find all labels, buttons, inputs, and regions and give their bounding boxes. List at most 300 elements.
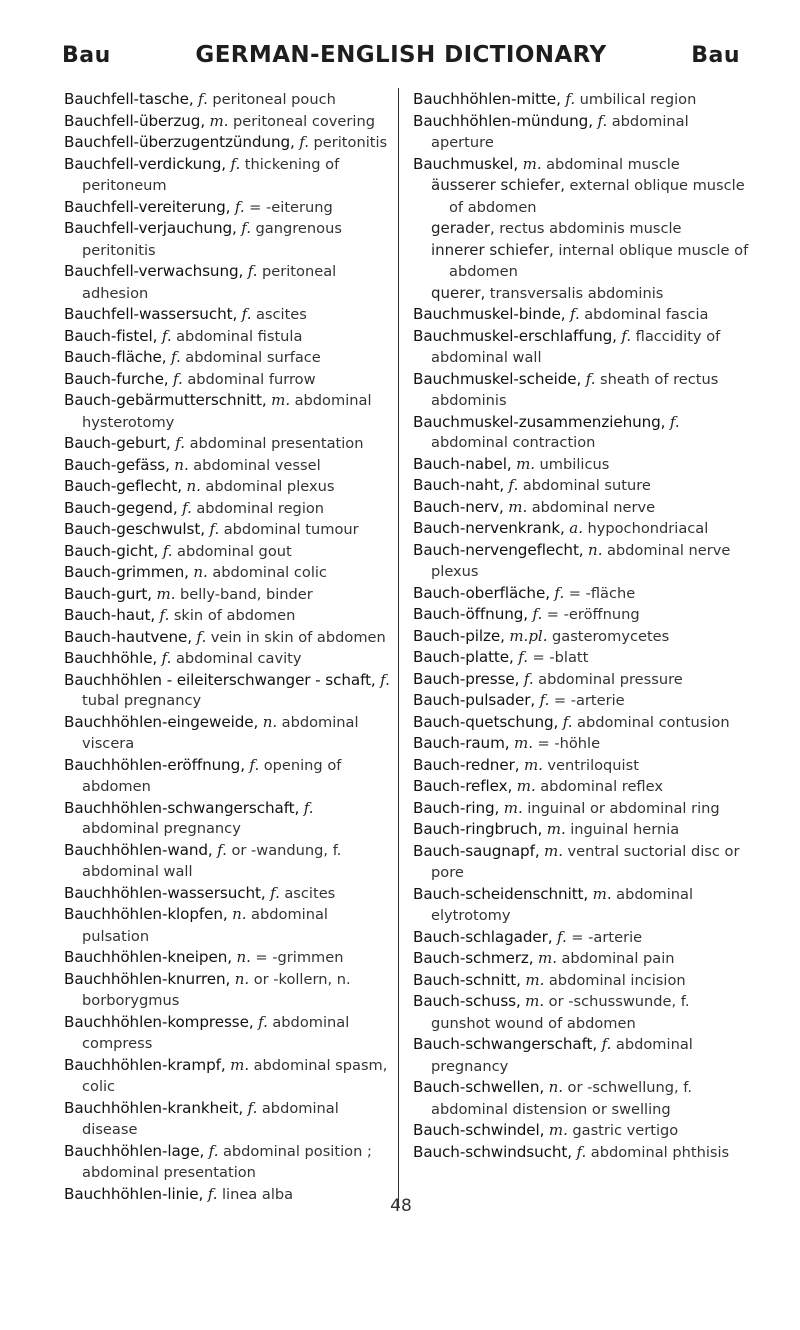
entry-headword: Bauch-nervengeflecht, <box>413 540 584 559</box>
entry-translation: = -eröffnung <box>546 606 640 623</box>
dictionary-entry <box>413 518 749 540</box>
entry-translation: abdominal spasm, colic <box>82 1056 388 1095</box>
entry-grammar: f. <box>532 605 543 623</box>
entry-translation: abdominal nerve <box>531 498 656 516</box>
dictionary-entry <box>413 1120 749 1142</box>
dictionary-entry <box>413 884 749 927</box>
entry-translation: opening of abdomen <box>82 756 342 795</box>
dictionary-entry <box>64 584 394 606</box>
dictionary-entry <box>413 326 749 369</box>
dictionary-entry <box>64 562 394 584</box>
dictionary-entry <box>413 540 749 583</box>
entry-translation: peritoneal covering <box>233 112 375 130</box>
entry-headword: Bauch-schlagader, <box>413 927 553 946</box>
entry-headword: Bauchhöhlen-eingeweide, <box>64 712 259 731</box>
dictionary-entry <box>64 326 394 348</box>
entry-translation: abdominal colic <box>212 564 327 581</box>
entry-grammar: f. <box>557 927 567 946</box>
subentry-headword: querer, <box>431 283 486 302</box>
entry-headword: Bauchfell-überzug, <box>64 111 206 130</box>
entry-translation: abdominal surface <box>185 349 321 366</box>
entry-translation: abdominal elytrotomy <box>431 885 694 924</box>
entry-grammar: f. <box>247 262 258 280</box>
entry-grammar: m. <box>523 755 543 774</box>
entry-headword: Bauch-oberfläche, <box>413 583 550 602</box>
entry-grammar: f. <box>182 498 192 517</box>
entry-headword: Bauch-furche, <box>64 369 169 388</box>
entry-translation: umbilicus <box>539 455 610 473</box>
entry-grammar: f. <box>230 154 241 173</box>
dictionary-entry <box>413 733 749 755</box>
entry-translation: abdominal pregnancy <box>431 1036 693 1075</box>
entry-translation: = -blatt <box>532 649 589 666</box>
entry-grammar: n. <box>193 563 208 581</box>
entry-headword: Bauchhöhlen-krampf, <box>64 1055 226 1074</box>
entry-grammar: f. <box>518 648 529 666</box>
dictionary-entry <box>64 369 394 391</box>
entry-grammar: f. <box>175 434 186 452</box>
dictionary-entry <box>64 154 394 197</box>
entry-grammar: f. <box>270 883 280 902</box>
entry-grammar: f. <box>601 1035 612 1053</box>
dictionary-entry <box>64 433 394 455</box>
entry-translation: = -höhle <box>537 735 601 752</box>
entry-headword: Bauchfell-wassersucht, <box>64 305 238 323</box>
entry-headword: Bauch-raum, <box>413 734 510 752</box>
dictionary-entry <box>64 390 394 433</box>
entry-headword: Bauch-ringbruch, <box>413 820 543 838</box>
dictionary-entry <box>413 948 749 970</box>
entry-headword: Bauch-ring, <box>413 798 500 817</box>
dictionary-entry <box>64 519 394 541</box>
entry-headword: Bauchfell-tasche, <box>64 90 194 108</box>
entry-translation: = -grimmen <box>255 949 344 966</box>
subentry-translation: internal oblique muscle of abdomen <box>449 241 749 280</box>
entry-grammar: f. <box>523 669 534 688</box>
dictionary-entry <box>64 1184 394 1206</box>
entry-grammar: m. <box>209 111 229 130</box>
entry-grammar: f. <box>159 606 170 624</box>
dictionary-entry <box>413 454 749 476</box>
entry-grammar: f. <box>576 1142 587 1161</box>
entry-translation: peritonitis <box>313 134 388 151</box>
entry-translation: abdominal tumour <box>223 521 359 538</box>
entry-headword: Bauch-nervenkrank, <box>413 519 565 537</box>
entry-headword: Bauch-quetschung, <box>413 712 559 731</box>
entry-grammar: f. <box>539 691 550 709</box>
dictionary-entry <box>64 89 394 111</box>
entry-grammar: a. <box>569 519 583 537</box>
dictionary-entry <box>413 497 749 519</box>
entry-grammar: m. <box>156 584 176 603</box>
entry-grammar: n. <box>262 712 278 731</box>
entry-headword: Bauch-fistel, <box>64 326 158 345</box>
entry-translation: abdominal viscera <box>82 713 359 752</box>
entry-translation: sheath of rectus abdominis <box>431 370 719 409</box>
entry-headword: Bauch-saugnapf, <box>413 841 540 860</box>
entry-translation: abdominal nerve plexus <box>431 541 731 580</box>
dictionary-entry <box>413 475 749 497</box>
header-left-guide-word: Bau <box>62 43 111 68</box>
dictionary-entry <box>64 218 394 261</box>
entry-grammar: m. <box>525 970 545 989</box>
entry-grammar: m. <box>516 454 536 473</box>
entry-grammar: f. <box>173 369 183 388</box>
entry-headword: Bauchhöhlen-lage, <box>64 1141 205 1160</box>
dictionary-entry <box>64 347 394 369</box>
entry-headword: Bauchmuskel, <box>413 154 519 173</box>
dictionary-entry <box>413 1034 749 1077</box>
dictionary-entry <box>413 970 749 992</box>
left-column <box>64 89 394 1205</box>
entry-translation: abdominal presentation <box>189 435 364 452</box>
dictionary-entry <box>64 304 394 326</box>
entry-translation: or -schwellung, f. abdominal distension or swelling <box>431 1079 693 1118</box>
entry-headword: Bauch-schmerz, <box>413 949 534 967</box>
dictionary-entry <box>64 840 394 883</box>
entry-grammar: n. <box>236 948 251 966</box>
entry-translation: gangrenous peritonitis <box>82 220 342 259</box>
entry-grammar: f. <box>508 476 519 494</box>
entry-grammar: n. <box>174 455 189 474</box>
entry-grammar: m. <box>544 841 564 860</box>
entry-headword: Bauchhöhlen-klopfen, <box>64 905 228 923</box>
entry-translation: abdominal vessel <box>193 456 321 474</box>
entry-translation: = -arterie <box>571 928 643 946</box>
entry-translation: ventral suctorial disc or pore <box>431 842 740 881</box>
entry-headword: Bauch-schnitt, <box>413 970 521 989</box>
entry-translation: abdominal pain <box>561 950 675 967</box>
subentry-headword: äusserer schiefer, <box>431 176 565 194</box>
entry-grammar: f. <box>249 755 260 774</box>
entry-headword: Bauch-pilze, <box>413 626 505 645</box>
entry-grammar: f. <box>621 326 632 345</box>
dictionary-entry <box>64 1141 394 1184</box>
dictionary-entry <box>413 991 749 1034</box>
entry-headword: Bauchhöhlen-linie, <box>64 1184 204 1203</box>
dictionary-entry <box>413 583 749 605</box>
entry-translation: or -kollern, n. borborygmus <box>82 970 351 1009</box>
dictionary-subentry <box>413 240 749 283</box>
entry-headword: Bauch-schwindel, <box>413 1121 545 1139</box>
dictionary-entry <box>64 883 394 905</box>
entry-headword: Bauchhöhle, <box>64 649 158 667</box>
entry-translation: ascites <box>284 884 336 902</box>
dictionary-entry <box>413 841 749 884</box>
entry-grammar: f. <box>299 133 310 151</box>
entry-grammar: f. <box>554 583 565 602</box>
entry-headword: Bauchhöhlen-wassersucht, <box>64 883 266 902</box>
entry-translation: abdominal compress <box>82 1013 350 1052</box>
dictionary-entry <box>413 154 749 176</box>
entry-headword: Bauch-haut, <box>64 606 156 624</box>
entry-headword: Bauchfell-vereiterung, <box>64 197 231 216</box>
entry-headword: Bauchhöhlen-wand, <box>64 840 213 859</box>
dictionary-entry <box>64 197 394 219</box>
entry-grammar: f. <box>669 412 680 431</box>
entry-grammar: f. <box>241 305 252 323</box>
entry-translation: peritoneal adhesion <box>82 263 337 302</box>
entry-translation: = -fläche <box>568 584 636 602</box>
entry-grammar: f. <box>585 369 596 388</box>
dictionary-entry <box>413 412 749 454</box>
entry-headword: Bauch-gurt, <box>64 584 153 603</box>
entry-grammar: f. <box>217 840 227 859</box>
entry-headword: Bauch-schwangerschaft, <box>413 1035 598 1053</box>
entry-grammar: f. <box>258 1012 268 1031</box>
subentry-translation: rectus abdominis muscle <box>499 220 682 237</box>
entry-translation: ascites <box>255 306 307 323</box>
dictionary-entry <box>413 669 749 691</box>
dictionary-entry <box>64 476 394 498</box>
entry-translation: abdominal phthisis <box>590 1143 730 1161</box>
entry-grammar: n. <box>588 540 603 559</box>
entry-grammar: f. <box>241 219 252 237</box>
entry-translation: or -schusswunde, f. gunshot wound of abdomen <box>431 993 690 1032</box>
entry-translation: or -wandung, f. abdominal wall <box>82 841 342 880</box>
entry-grammar: f. <box>303 798 314 817</box>
entry-grammar: f. <box>597 111 608 130</box>
entry-headword: Bauch-hautvene, <box>64 627 192 646</box>
entry-grammar: f. <box>207 1184 218 1203</box>
dictionary-subentry <box>413 175 749 218</box>
right-column <box>413 89 749 1163</box>
entry-translation: abdominal pulsation <box>82 906 328 945</box>
dictionary-entry <box>413 89 749 111</box>
entry-headword: Bauch-platte, <box>413 648 514 666</box>
dictionary-entry <box>413 927 749 949</box>
entry-grammar: m.pl. <box>509 626 548 645</box>
entry-grammar: f. <box>162 541 173 560</box>
entry-grammar: m. <box>548 1121 568 1139</box>
dictionary-entry <box>413 304 749 326</box>
entry-headword: Bauch-öffnung, <box>413 605 529 623</box>
entry-headword: Bauchmuskel-scheide, <box>413 369 582 388</box>
entry-headword: Bauchfell-verwachsung, <box>64 262 244 280</box>
dictionary-entry <box>64 541 394 563</box>
entry-translation: thickening of peritoneum <box>82 155 340 194</box>
entry-grammar: m. <box>516 777 536 795</box>
dictionary-entry <box>413 647 749 669</box>
dictionary-entry <box>64 455 394 477</box>
entry-headword: Bauchfell-verjauchung, <box>64 219 237 237</box>
entry-headword: Bauch-grimmen, <box>64 563 189 581</box>
dictionary-entry <box>64 498 394 520</box>
entry-grammar: m. <box>525 992 545 1010</box>
entry-headword: Bauchmuskel-zusammenziehung, <box>413 412 666 431</box>
entry-grammar: m. <box>546 820 566 838</box>
entry-grammar: n. <box>234 969 250 988</box>
dictionary-entry <box>64 605 394 627</box>
dictionary-entry <box>413 626 749 648</box>
entry-translation: abdominal cavity <box>175 650 302 667</box>
dictionary-entry <box>64 627 394 649</box>
entry-translation: abdominal disease <box>82 1099 339 1138</box>
entry-headword: Bauch-redner, <box>413 755 520 774</box>
subentry-headword: gerader, <box>431 219 495 237</box>
dictionary-subentry <box>413 283 749 305</box>
entry-grammar: m. <box>514 734 533 752</box>
entry-headword: Bauch-gicht, <box>64 541 159 560</box>
dictionary-entry <box>64 798 394 840</box>
entry-headword: Bauchhöhlen-mitte, <box>413 90 561 108</box>
entry-grammar: f. <box>380 670 390 689</box>
entry-translation: abdominal contusion <box>577 713 730 731</box>
entry-grammar: m. <box>271 391 291 409</box>
dictionary-entry <box>64 670 394 712</box>
dictionary-entry <box>64 904 394 947</box>
entry-headword: Bauchmuskel-binde, <box>413 305 566 323</box>
header-right-guide-word: Bau <box>691 43 740 68</box>
entry-translation: skin of abdomen <box>173 607 296 624</box>
entry-grammar: m. <box>537 949 557 967</box>
entry-translation: ventriloquist <box>547 756 639 774</box>
subentry-translation: external oblique muscle of abdomen <box>449 177 745 216</box>
entry-headword: Bauchhöhlen-schwangerschaft, <box>64 798 300 817</box>
entry-headword: Bauchfell-verdickung, <box>64 154 226 173</box>
entry-translation: = -eiterung <box>249 198 333 216</box>
dictionary-entry <box>413 604 749 626</box>
entry-translation: abdominal pressure <box>538 670 683 688</box>
entry-translation: abdominal muscle <box>546 155 680 173</box>
entry-headword: Bauch-pulsader, <box>413 691 536 709</box>
entry-headword: Bauch-nabel, <box>413 454 512 473</box>
entry-grammar: f. <box>196 627 207 646</box>
entry-headword: Bauch-geburt, <box>64 434 171 452</box>
dictionary-entry <box>413 755 749 777</box>
entry-grammar: m. <box>503 798 523 817</box>
entry-translation: umbilical region <box>579 91 697 108</box>
dictionary-entry <box>64 1055 394 1098</box>
entry-translation: hypochondriacal <box>587 520 709 537</box>
entry-translation: inguinal hernia <box>570 821 680 838</box>
entry-translation: abdominal pregnancy <box>82 820 241 837</box>
entry-grammar: f. <box>234 197 245 216</box>
entry-headword: Bauch-naht, <box>413 476 505 494</box>
entry-headword: Bauch-gebärmutterschnitt, <box>64 391 267 409</box>
subentry-translation: transversalis abdominis <box>489 284 664 302</box>
page-number: 48 <box>390 1196 412 1216</box>
entry-translation: abdominal hysterotomy <box>82 392 372 431</box>
entry-translation: abdominal incision <box>548 971 686 989</box>
running-header <box>62 42 740 72</box>
entry-translation: abdominal suture <box>522 477 651 494</box>
entry-grammar: m. <box>230 1055 250 1074</box>
entry-grammar: f. <box>208 1141 219 1160</box>
entry-translation: gastric vertigo <box>572 1122 679 1139</box>
dictionary-entry <box>64 261 394 304</box>
dictionary-entry <box>413 776 749 798</box>
entry-headword: Bauch-geflecht, <box>64 477 182 495</box>
entry-grammar: m. <box>522 154 542 173</box>
entry-grammar: f. <box>161 326 172 345</box>
entry-translation: abdominal reflex <box>540 778 663 795</box>
entry-headword: Bauch-reflex, <box>413 777 513 795</box>
entry-grammar: f. <box>565 90 576 108</box>
entry-translation: abdominal position ; abdominal presentation <box>82 1142 372 1181</box>
entry-headword: Bauchhöhlen-krankheit, <box>64 1098 244 1117</box>
dictionary-entry <box>64 947 394 969</box>
dictionary-entry <box>64 712 394 755</box>
dictionary-entry <box>64 1012 394 1055</box>
entry-headword: Bauch-presse, <box>413 669 520 688</box>
entry-grammar: f. <box>171 348 181 366</box>
dictionary-subentry <box>413 218 749 240</box>
dictionary-entry <box>64 111 394 133</box>
entry-headword: Bauchhöhlen-eröffnung, <box>64 755 245 774</box>
entry-translation: = -arterie <box>553 692 625 709</box>
entry-headword: Bauchhöhlen-kompresse, <box>64 1012 254 1031</box>
entry-headword: Bauch-geschwulst, <box>64 520 205 538</box>
entry-grammar: m. <box>508 497 528 516</box>
entry-grammar: n. <box>186 477 201 495</box>
entry-translation: gasteromycetes <box>551 627 670 645</box>
entry-grammar: f. <box>247 1098 258 1117</box>
entry-headword: Bauchhöhlen - eileiterschwanger - schaft, <box>64 670 376 689</box>
dictionary-entry <box>64 648 394 670</box>
entry-grammar: n. <box>548 1078 564 1096</box>
entry-grammar: f. <box>198 90 208 108</box>
entry-grammar: m. <box>592 884 612 903</box>
entry-headword: Bauch-schwindsucht, <box>413 1142 573 1161</box>
entry-headword: Bauchhöhlen-kneipen, <box>64 948 232 966</box>
entry-translation: inguinal or abdominal ring <box>527 799 720 817</box>
dictionary-entry <box>413 690 749 712</box>
dictionary-entry <box>64 755 394 798</box>
dictionary-entry <box>64 1098 394 1141</box>
dictionary-entry <box>64 132 394 154</box>
entry-headword: Bauch-fläche, <box>64 348 167 366</box>
dictionary-entry <box>413 798 749 820</box>
column-divider <box>398 88 399 1208</box>
entry-headword: Bauch-gefäss, <box>64 455 170 474</box>
entry-translation: abdominal furrow <box>187 370 316 388</box>
dictionary-entry <box>413 1077 749 1120</box>
entry-translation: abdominal aperture <box>431 112 689 151</box>
entry-translation: linea alba <box>221 1185 294 1203</box>
header-title: GERMAN-ENGLISH DICTIONARY <box>195 42 607 68</box>
entry-headword: Bauchmuskel-erschlaffung, <box>413 326 617 345</box>
entry-headword: Bauchhöhlen-knurren, <box>64 969 231 988</box>
entry-headword: Bauch-schwellen, <box>413 1078 545 1096</box>
entry-headword: Bauch-gegend, <box>64 498 178 517</box>
entry-translation: abdominal plexus <box>205 478 335 495</box>
entry-translation: tubal pregnancy <box>82 692 202 709</box>
entry-translation: abdominal gout <box>177 542 292 560</box>
entry-translation: abdominal region <box>196 499 325 517</box>
dictionary-entry <box>413 369 749 412</box>
entry-translation: flaccidity of abdominal wall <box>431 327 721 366</box>
dictionary-entry <box>64 969 394 1012</box>
entry-grammar: n. <box>232 905 247 923</box>
entry-headword: Bauchhöhlen-mündung, <box>413 111 593 130</box>
entry-grammar: f. <box>209 520 220 538</box>
entry-grammar: f. <box>161 649 172 667</box>
dictionary-entry <box>413 111 749 154</box>
entry-headword: Bauch-schuss, <box>413 992 521 1010</box>
entry-translation: peritoneal pouch <box>212 91 336 108</box>
entry-headword: Bauch-scheidenschnitt, <box>413 884 589 903</box>
entry-translation: belly-band, binder <box>179 585 313 603</box>
dictionary-entry <box>413 712 749 734</box>
entry-translation: abdominal contraction <box>431 434 596 451</box>
entry-grammar: f. <box>569 305 580 323</box>
entry-headword: Bauch-nerv, <box>413 497 504 516</box>
dictionary-entry <box>413 1142 749 1164</box>
entry-translation: abdominal fascia <box>584 306 709 323</box>
subentry-headword: innerer schiefer, <box>431 240 554 259</box>
entry-translation: abdominal fistula <box>176 327 303 345</box>
